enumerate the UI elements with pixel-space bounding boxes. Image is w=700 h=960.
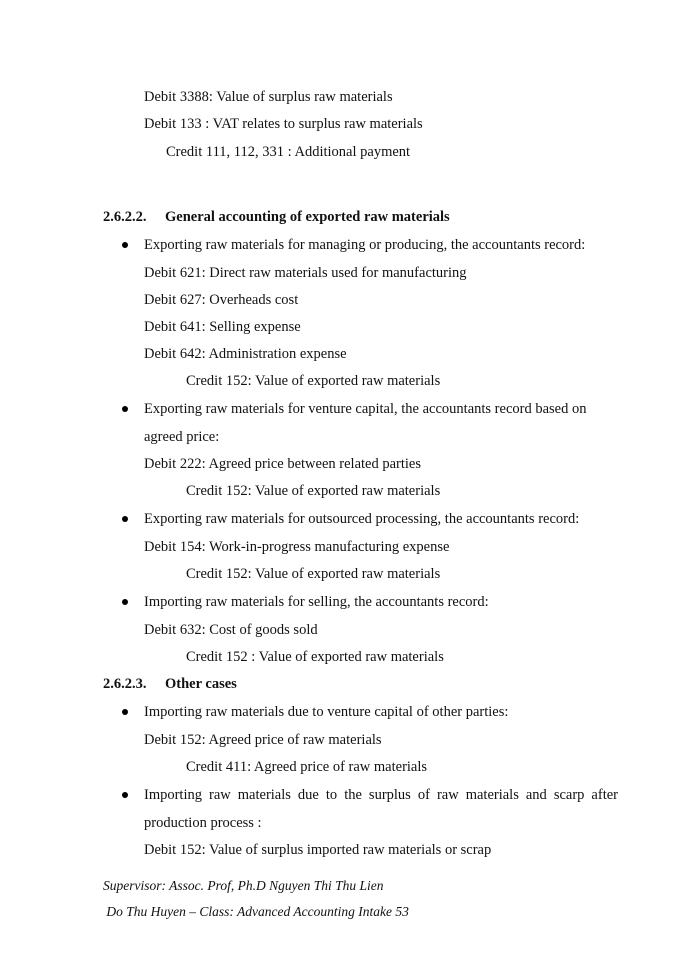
list-item-text-continued: agreed price: (144, 429, 220, 445)
debit-line: Debit 621: Direct raw materials used for manufacturing (144, 265, 467, 281)
list-item-text: Exporting raw materials for managing or producing, the accountants record: (144, 237, 586, 253)
debit-line: Debit 152: Agreed price of raw materials (144, 732, 382, 748)
section-2623-heading (103, 675, 237, 693)
list-item-text-continued: production process : (144, 815, 262, 831)
credit-line: Credit 411: Agreed price of raw materials (186, 759, 428, 775)
footer-author: Do Thu Huyen – Class: Advanced Accounting Intake 53 (103, 904, 409, 919)
bullet-icon (122, 242, 128, 248)
list-item-text: Importing raw materials due to venture capital of other parties: (144, 704, 509, 720)
debit-133-line: Debit 133 : VAT relates to surplus raw materials (144, 116, 423, 132)
debit-line: Debit 154: Work-in-progress manufacturing expense (144, 539, 450, 555)
list-item-text: Exporting raw materials for venture capital, the accountants record based on (144, 401, 587, 417)
credit-line: Credit 152: Value of exported raw materials (186, 373, 441, 389)
section-number: 2.6.2.3. (103, 676, 147, 692)
bullet-icon (122, 516, 128, 522)
section-title: General accounting of exported raw materials (165, 209, 450, 225)
bullet-icon (122, 792, 128, 798)
debit-line: Debit 642: Administration expense (144, 346, 347, 362)
bullet-icon (122, 406, 128, 412)
list-item-text: Importing raw materials for selling, the accountants record: (144, 594, 489, 610)
debit-line: Debit 632: Cost of goods sold (144, 622, 318, 638)
credit-111-line: Credit 111, 112, 331 : Additional payment (166, 144, 411, 160)
credit-line: Credit 152 : Value of exported raw materials (186, 649, 444, 665)
bullet-icon (122, 599, 128, 605)
debit-3388-line: Debit 3388: Value of surplus raw materials (144, 89, 393, 105)
footer-supervisor: Supervisor: Assoc. Prof, Ph.D Nguyen Thi Thu Lien (103, 878, 384, 893)
debit-line: Debit 222: Agreed price between related parties (144, 456, 421, 472)
debit-line: Debit 152: Value of surplus imported raw materials or scrap (144, 842, 492, 858)
debit-line: Debit 641: Selling expense (144, 319, 301, 335)
section-number: 2.6.2.2. (103, 209, 147, 225)
credit-line: Credit 152: Value of exported raw materials (186, 566, 441, 582)
bullet-icon (122, 709, 128, 715)
credit-line: Credit 152: Value of exported raw materials (186, 483, 441, 499)
section-title: Other cases (165, 676, 237, 692)
list-item-text: Importing raw materials due to the surplus of raw materials and scarp after (144, 787, 618, 803)
debit-line: Debit 627: Overheads cost (144, 292, 299, 308)
list-item-text: Exporting raw materials for outsourced processing, the accountants record: (144, 511, 580, 527)
section-2622-heading (103, 208, 450, 226)
